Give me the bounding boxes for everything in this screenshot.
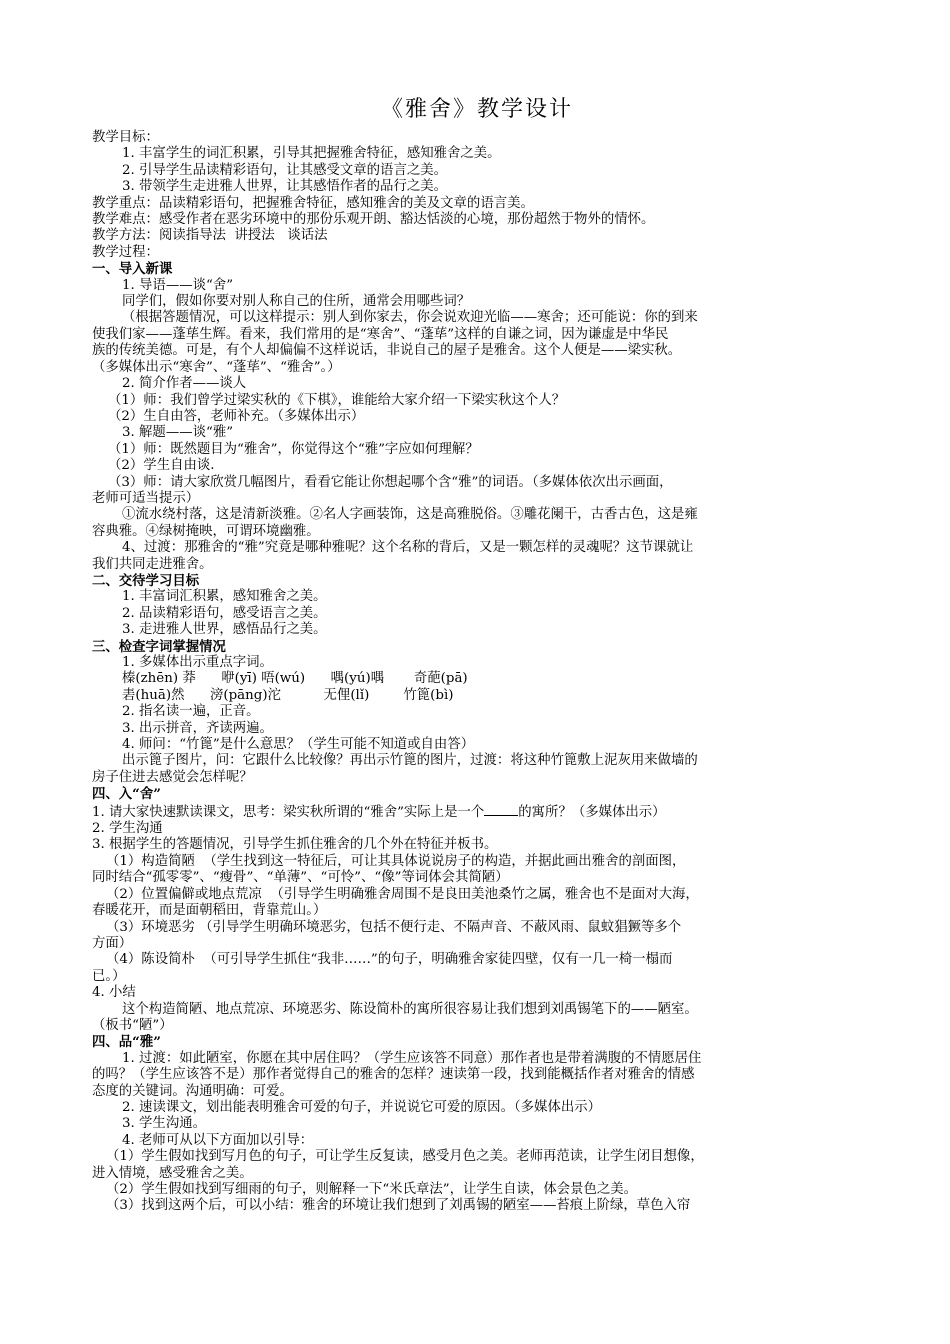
text-line: （根据答题情况，可以这样提示：别人到你家去，你会说欢迎光临——寒舍；还可能说：你的到来 [122,310,698,326]
text-line: 3. 走进雅人世界，感悟品行之美。 [122,622,327,638]
text-line: 春暖花开，而是面朝稻田，背靠荒山。） [92,903,327,919]
vocab-line-1: 榛(zhēn) 莽 咿(yī) 唔(wú) 喁(yú)喁 奇葩(pā) [122,671,468,687]
text-line: 1. 丰富词汇积累，感知雅舍之美。 [122,589,327,605]
text-line: 4. 老师可从以下方面加以引导： [122,1132,314,1148]
text-line: 进入情境，感受雅舍之美。 [92,1165,253,1181]
text-line: 4. 师问：“竹篦”是什么意思？（学生可能不知道或自由答） [122,737,475,753]
text-line: （3）找到这两个后，可以小结：雅舍的环境让我们想到了刘禹锡的陋室——苔痕上阶绿，草色入帘 [106,1198,691,1214]
document-page [92,96,862,1215]
objectives-heading: 教学目标： [92,130,159,145]
text-line: ①流水绕村落，这是清新淡雅。②名人字画装饰，这是高雅脱俗。③雕花阑干，古香古色，这是雍 [122,507,698,523]
section-heading-3: 三、检查字词掌握情况 [92,638,226,655]
section-heading-5: 四、品“雅” [92,1034,161,1051]
text-line: （多媒体出示“寒舍”、“蓬荜”、“雅舍”。） [92,359,341,375]
key-points: 教学重点：品读精彩语句，把握雅舍特征，感知雅舍的美及文章的语言美。 [92,195,534,211]
document-title: 《雅舍》教学设计 [380,97,573,122]
section-heading-4: 四、入“舍” [92,786,161,803]
text-line: 2. 学生沟通 [92,821,163,837]
text-line: （板书“陋”） [92,1017,173,1033]
text-line: 3. 根据学生的答题情况，引导学生抓住雅舍的几个外在特征并板书。 [92,837,498,853]
text-line: （1）学生假如找到写月色的句子，可让学生反复读，感受月色之美。老师再范读，让学生闭目想像， [106,1149,704,1165]
text-line: （1）师：我们曾学过梁实秋的《下棋》，谁能给大家介绍一下梁实秋这个人？ [108,392,566,408]
vocab-line-2: 砉(huā)然 滂(pāng)沱 无俚(lǐ) 竹篦(bì) [122,687,454,703]
text-line: （2）位置偏僻或地点荒凉 （引导学生明确雅舍周围不是良田美池桑竹之属，雅舍也不是面对大海， [106,886,699,902]
objective-1: 1. 丰富学生的词汇积累，引导其把握雅舍特征，感知雅舍之美。 [122,146,501,162]
text-line: 3. 学生沟通。 [122,1116,206,1132]
text-line: （3）师：请大家欣赏几幅图片，看看它能让你想起哪个含“雅”的词语。（多媒体依次出示画面， [108,474,673,490]
section-heading-2: 二、交待学习目标 [92,572,200,589]
text-line [92,803,862,821]
text-line: 3. 出示拼音，齐读两遍。 [122,720,273,736]
text-line: 族的传统美德。可是，有个人却偏偏不这样说话，非说自己的屋子是雅舍。这个人便是——梁实秋。 [92,343,682,359]
text-line: 已。） [92,968,126,984]
text-line: 同时结合“孤零零”、“瘦骨”、“单薄”、“可怜”、“像”等词体会其简陋） [92,870,509,886]
objective-2: 2. 引导学生品读精彩语句，让其感受文章的语言之美。 [122,162,448,178]
teaching-methods: 教学方法：阅读指导法 讲授法 谈话法 [92,228,328,244]
section-heading-1: 一、导入新课 [92,261,173,278]
text-line: 4. 小结 [92,985,136,1001]
text-line: 2. 品读精彩语句，感受语言之美。 [122,605,327,621]
text-line: 方面） [92,935,133,951]
text-line: 这个构造简陋、地点荒凉、环境恶劣、陈设简朴的寓所很容易让我们想到刘禹锡笔下的——陋室。 [122,1001,698,1017]
text-line: 容典雅。④绿树掩映，可谓环境幽雅。 [92,523,320,539]
text-line: 老师可适当提示） [92,490,200,506]
text-line: 1. 过渡：如此陋室，你愿在其中居住吗？（学生应该答不同意）那作者也是带着满腹的不情愿居住 [122,1050,702,1066]
difficult-points: 教学难点：感受作者在恶劣环境中的那份乐观开朗、豁达恬淡的心境，那份超然于物外的情怀。 [92,212,655,228]
process-heading: 教学过程： [92,244,159,260]
text-line: （2）学生自由谈. [108,458,215,474]
objective-3: 3. 带领学生走进雅人世界，让其感悟作者的品行之美。 [122,179,448,195]
text-line: （3）环境恶劣 （引导学生明确环境恶劣，包括不便行走、不隔声音、不蔽风雨、鼠蚊猖獗等多个 [106,919,682,935]
text-line: 3. 解题——谈“雅” [122,425,234,441]
text-fragment: 的寓所？（多媒体出示） [518,804,666,820]
text-fragment: 1. 请大家快速默读课文，思考：梁实秋所谓的“雅舍”实际上是一个 [92,804,485,820]
text-line: （2）生自由答，老师补充。（多媒体出示） [108,408,365,424]
text-line: 出示篦子图片，问：它跟什么比较像？再出示竹篦的图片，过渡：将这种竹篦敷上泥灰用来做墙的 [122,753,698,769]
text-line: 1. 导语——谈“舍” [122,277,234,293]
text-line: 态度的关键词。沟通明确：可爱。 [92,1083,293,1099]
text-line: 房子住进去感觉会怎样呢？ [92,769,253,785]
text-line: 1. 多媒体出示重点字词。 [122,655,273,670]
text-line: （1）师：既然题目为“雅舍”，你觉得这个“雅”字应如何理解？ [108,441,479,457]
text-line: 2. 指名读一遍，正音。 [122,704,260,720]
text-line: 4、过渡：那雅舍的“雅”究竟是哪种雅呢？这个名称的背后，又是一颗怎样的灵魂呢？这节课就让 [122,540,694,556]
text-line: （4）陈设简朴 （可引导学生抓住“我非……”的句子，明确雅舍家徒四壁，仅有一几一椅一榻而 [106,952,673,968]
fill-in-blank [484,803,518,816]
text-line: 我们共同走进雅舍。 [92,556,213,572]
text-line: （2）学生假如找到写细雨的句子，则解释一下“米氏章法”，让学生自读，体会景色之美。 [106,1182,638,1197]
text-line: （1）构造简陋 （学生找到这一特征后，可让其具体说说房子的构造，并据此画出雅舍的剖面图， [106,853,686,869]
text-line: 2. 简介作者——谈人 [122,376,247,392]
text-line: 同学们，假如你要对别人称自己的住所，通常会用哪些词？ [122,294,471,310]
text-line: 2. 速读课文，划出能表明雅舍可爱的句子，并说说它可爱的原因。（多媒体出示） [122,1099,602,1115]
text-line: 使我们家——蓬荜生辉。看来，我们常用的是“寒舍”、“蓬荜”这样的自谦之词，因为谦虚是中华民 [92,326,669,342]
text-line: 的吗？（学生应该答不是）那作者觉得自己的雅舍的怎样？速读第一段，找到能概括作者对雅舍的情感 [92,1067,695,1083]
